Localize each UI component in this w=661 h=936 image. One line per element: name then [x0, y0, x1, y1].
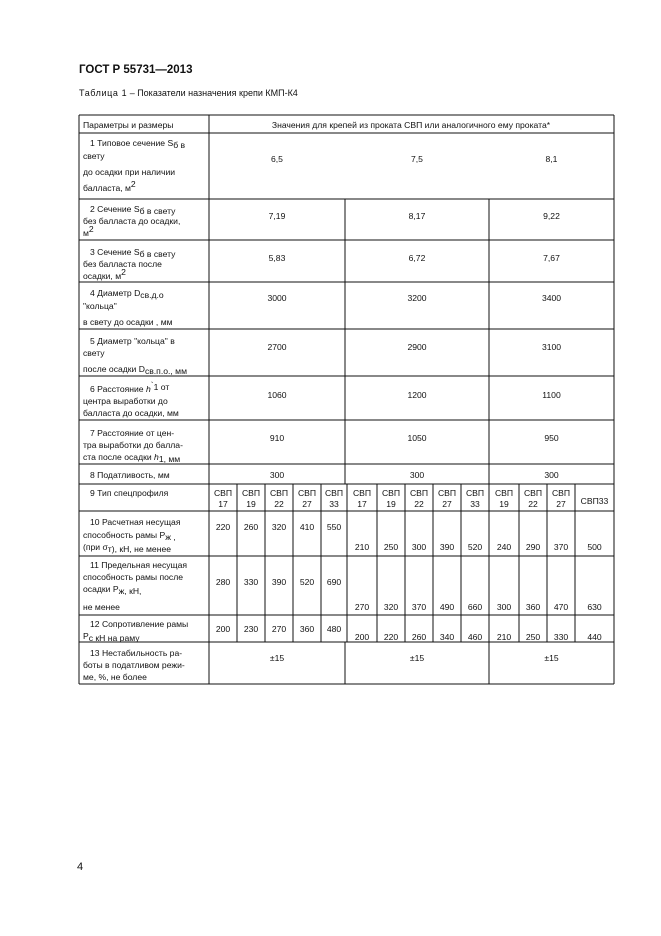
value-cell: 290 — [525, 542, 541, 552]
row-label: после осадки Dсв.п.о., мм — [83, 364, 187, 376]
row-label: свету — [83, 151, 105, 161]
value-cell: 550 — [326, 522, 342, 532]
value-cell: 460 — [467, 632, 483, 642]
profile-type: СВП — [297, 488, 317, 498]
value-cell: 330 — [553, 632, 569, 642]
value-cell: 230 — [243, 624, 259, 634]
row-label: м2 — [83, 224, 94, 238]
profile-type: СВП — [551, 488, 571, 498]
profile-size: 19 — [386, 499, 396, 509]
value-cell: 520 — [467, 542, 483, 552]
row-label: 7 Расстояние от цен- — [90, 428, 175, 438]
profile-type: СВП — [409, 488, 429, 498]
value-cell: 7,19 — [268, 211, 286, 221]
row-label: "кольца" — [83, 301, 117, 311]
profile-size: 33 — [470, 499, 480, 509]
value-cell: ±15 — [269, 653, 285, 663]
table-caption-label: Таблица 1 — [79, 88, 128, 98]
row-label: 4 Диаметр Dсв.д.о — [90, 288, 164, 300]
value-cell: 300 — [544, 470, 559, 480]
value-cell: 5,83 — [268, 253, 286, 263]
row-label: осадки Pж, кН, — [83, 584, 142, 596]
profile-type: СВП — [494, 488, 514, 498]
row-label: 13 Нестабильность ра- — [90, 648, 183, 658]
value-cell: 490 — [439, 602, 455, 612]
profile-type: СВП — [324, 488, 344, 498]
value-cell: 220 — [215, 522, 231, 532]
row-label: балласта до осадки, мм — [83, 408, 179, 418]
row-label: 5 Диаметр "кольца" в — [90, 336, 175, 346]
profile-type: СВП — [241, 488, 261, 498]
page-number: 4 — [77, 861, 84, 873]
value-cell: 7,5 — [411, 154, 423, 164]
value-cell: 260 — [243, 522, 259, 532]
row-label: 12 Сопротивление рамы — [90, 619, 189, 629]
value-cell: 440 — [587, 632, 602, 642]
profile-type: СВП — [465, 488, 485, 498]
value-cell: 9,22 — [543, 211, 560, 221]
value-cell: 270 — [271, 624, 287, 634]
row-label: без балласта после — [83, 259, 162, 269]
value-cell: 1200 — [407, 390, 427, 400]
value-cell: 690 — [326, 577, 342, 587]
row-label: способность рамы после — [83, 572, 184, 582]
row-label: 1 Типовое сечение Sб в — [90, 138, 186, 150]
value-cell: 3200 — [407, 293, 427, 303]
profile-size: 17 — [218, 499, 228, 509]
value-cell: 330 — [243, 577, 259, 587]
row-label: 8 Податливость, мм — [90, 470, 170, 480]
row-label: центра выработки до — [83, 396, 168, 406]
row-label: без балласта до осадки, — [83, 216, 181, 226]
profile-type: СВП33 — [580, 496, 609, 506]
value-cell: 480 — [326, 624, 342, 634]
value-cell: 300 — [409, 470, 425, 480]
row-label: ме, %, не более — [83, 672, 147, 682]
profile-size: 19 — [499, 499, 509, 509]
value-cell: 2700 — [267, 342, 287, 352]
value-cell: 260 — [411, 632, 427, 642]
value-cell: 470 — [553, 602, 569, 612]
value-cell: 390 — [439, 542, 455, 552]
row-label: 10 Расчетная несущая — [90, 517, 181, 527]
profile-type: СВП — [381, 488, 401, 498]
value-cell: 200 — [215, 624, 231, 634]
value-cell: 340 — [439, 632, 455, 642]
value-cell: 370 — [553, 542, 569, 552]
profile-type: СВП — [213, 488, 233, 498]
profile-type: СВП — [269, 488, 289, 498]
value-cell: 300 — [411, 542, 427, 552]
value-cell: 520 — [299, 577, 315, 587]
value-cell: 1100 — [542, 390, 561, 400]
value-cell: 240 — [496, 542, 512, 552]
value-cell: 270 — [354, 602, 370, 612]
profile-size: 22 — [528, 499, 538, 509]
value-cell: 370 — [411, 602, 427, 612]
value-cell: 3400 — [541, 293, 562, 303]
value-cell: 500 — [587, 542, 602, 552]
row-label: 2 Сечение Sб в свету — [90, 204, 176, 216]
row-label: в свету до осадки , мм — [83, 317, 173, 327]
value-cell: 390 — [271, 577, 287, 587]
header-params: Параметры и размеры — [83, 120, 174, 130]
value-cell: 250 — [525, 632, 541, 642]
row-label: 11 Предельная несущая — [90, 560, 188, 570]
row-label: свету — [83, 348, 105, 358]
row-label: не менее — [83, 602, 120, 612]
value-cell: 8,17 — [408, 211, 426, 221]
profile-size: 27 — [442, 499, 452, 509]
value-cell: 910 — [269, 433, 285, 443]
value-cell: 6,5 — [271, 154, 283, 164]
value-cell: 280 — [215, 577, 231, 587]
value-cell: 210 — [354, 542, 370, 552]
value-cell: 250 — [383, 542, 399, 552]
row-label: боты в податливом режи- — [83, 660, 185, 670]
profile-size: 17 — [357, 499, 367, 509]
value-cell: 220 — [383, 632, 399, 642]
value-cell: 360 — [299, 624, 315, 634]
value-cell: 3100 — [541, 342, 562, 352]
value-cell: 3000 — [267, 293, 287, 303]
value-cell: 200 — [354, 632, 370, 642]
profile-size: 19 — [246, 499, 256, 509]
document-header: ГОСТ Р 55731—2013 — [79, 64, 193, 76]
row-label: до осадки при наличии — [83, 167, 176, 177]
row-label: 9 Тип спецпрофиля — [90, 488, 169, 498]
value-cell: 410 — [299, 522, 315, 532]
value-cell: 300 — [496, 602, 512, 612]
value-cell: 6,72 — [408, 253, 426, 263]
row-label: ста после осадки h1, мм — [83, 452, 181, 464]
value-cell: 950 — [544, 433, 559, 443]
value-cell: 320 — [271, 522, 287, 532]
row-label: 6 Расстояние h`1 от — [90, 380, 170, 394]
row-label: 3 Сечение Sб в свету — [90, 247, 176, 259]
row-label: тра выработки до балла- — [83, 440, 183, 450]
row-label: Pс кН на раму — [83, 631, 140, 643]
value-cell: 300 — [269, 470, 285, 480]
row-label: способность рамы Pж , — [83, 530, 176, 542]
table-caption-text: – Показатели назначения крепи КМП-К4 — [127, 88, 298, 98]
value-cell: 660 — [467, 602, 483, 612]
profile-type: СВП — [352, 488, 372, 498]
profile-size: 22 — [274, 499, 284, 509]
value-cell: ±15 — [409, 653, 425, 663]
profile-size: 27 — [302, 499, 312, 509]
value-cell: 1060 — [267, 390, 287, 400]
row-label: (при σт), кН, не менее — [83, 542, 172, 554]
value-cell: 210 — [496, 632, 512, 642]
value-cell: 8,1 — [545, 154, 558, 164]
profile-type: СВП — [523, 488, 543, 498]
profile-size: 22 — [414, 499, 424, 509]
profile-type: СВП — [437, 488, 457, 498]
value-cell: 7,67 — [543, 253, 560, 263]
value-cell: ±15 — [544, 653, 559, 663]
value-cell: 360 — [525, 602, 541, 612]
value-cell: 630 — [587, 602, 602, 612]
row-label: осадки, м2 — [83, 267, 126, 281]
profile-size: 33 — [329, 499, 339, 509]
header-values: Значения для крепей из проката СВП или аналогичного ему проката* — [271, 120, 551, 130]
value-cell: 2900 — [407, 342, 427, 352]
profile-size: 27 — [556, 499, 566, 509]
value-cell: 1050 — [407, 433, 427, 443]
value-cell: 320 — [383, 602, 399, 612]
row-label: балласта, м2 — [83, 179, 136, 193]
